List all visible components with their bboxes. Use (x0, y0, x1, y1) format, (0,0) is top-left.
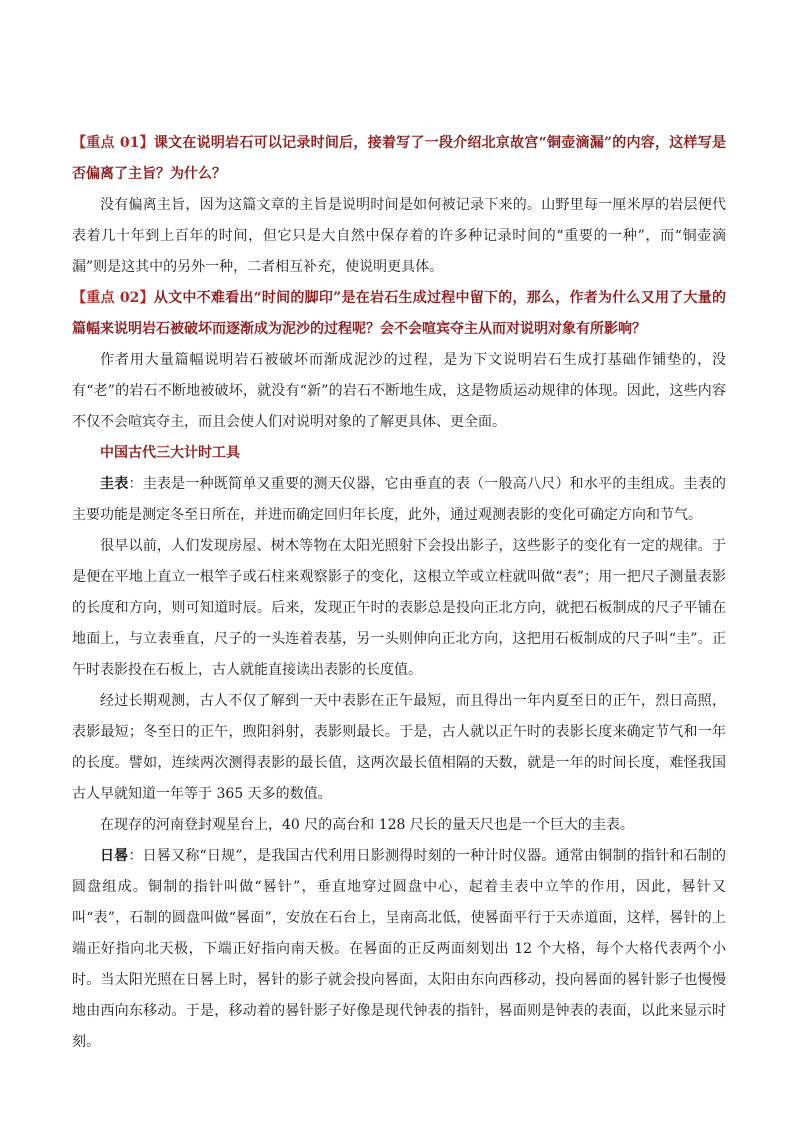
key-point-01-tag: 【重点 01】 (72, 135, 154, 151)
guibiao-paragraph-2: 很早以前，人们发现房屋、树木等物在太阳光照射下会投出影子，这些影子的变化有一定的规律。于是便在平地上直立一根竿子或石柱来观察影子的变化，这根立竿或立柱就叫做“表”；用一把尺子测量表影的长度和方向，则可知道时辰。后来，发现正午时的表影总是投向正北方向，就把石板制成的尺子平铺在地面上，与立表垂直，尺子的一头连着表基，另一头则伸向正北方向，这把用石板制成的尺子叫“圭”。正午时表影投在石板上，古人就能直接读出表影的长度值。 (72, 538, 726, 678)
guibiao-paragraph-1 (72, 469, 726, 531)
key-point-01-question (72, 128, 726, 190)
key-point-01-question-text: 课文在说明岩石可以记录时间后，接着写了一段介绍北京故宫“铜壶滴漏”的内容，这样写是否偏离了主旨？为什么？ (72, 135, 727, 182)
key-point-02-question (72, 283, 726, 345)
guibiao-paragraph-4: 在现存的河南登封观星台上，40 尺的高台和 128 尺长的量天尺也是一个巨大的圭表。 (100, 817, 634, 833)
key-point-02-question-text: 从文中不难看出“时间的脚印”是在岩石生成过程中留下的，那么，作者为什么又用了大量的篇幅来说明岩石被破坏而逐渐成为泥沙的过程呢？会不会喧宾夺主从而对说明对象有所影响？ (72, 290, 727, 337)
key-point-01-answer: 没有偏离主旨，因为这篇文章的主旨是说明时间是如何被记录下来的。山野里每一厘米厚的岩层便代表着几十年到上百年的时间，但它只是大自然中保存着的许多种记录时间的“重要的一种”，而“铜壶滴漏”则是这其中的另外一种，二者相互补充，使说明更具体。 (72, 197, 726, 275)
document-page (72, 128, 726, 1058)
section-heading: 中国古代三大计时工具 (100, 445, 240, 461)
rigui-paragraph-1 (72, 841, 726, 1058)
guibiao-p1-text: ：圭表是一种既简单又重要的测天仪器，它由垂直的表（一般高八尺）和水平的圭组成。圭表的主要功能是测定冬至日所在，并进而确定回归年长度，此外，通过观测表影的变化可确定方向和节气。 (72, 476, 727, 523)
key-point-02-answer: 作者用大量篇幅说明岩石被破坏而渐成泥沙的过程，是为下文说明岩石生成打基础作铺垫的，没有“老”的岩石不断地被破坏，就没有“新”的岩石不断地生成，这是物质运动规律的体现。因此，这些内容不仅不会喧宾夺主，而且会使人们对说明对象的了解更具体、更全面。 (72, 352, 726, 430)
key-point-02-tag: 【重点 02】 (72, 290, 154, 306)
guibiao-paragraph-3: 经过长期观测，古人不仅了解到一天中表影在正午最短，而且得出一年内夏至日的正午，烈日高照，表影最短；冬至日的正午，煦阳斜射，表影则最长。于是，古人就以正午时的表影长度来确定节气和一年的长度。譬如，连续两次测得表影的最长值，这两次最长值相隔的天数，就是一年的时间长度，难怪我国古人早就知道一年等于 365 天多的数值。 (72, 693, 726, 802)
guibiao-term: 圭表 (100, 476, 129, 492)
rigui-p1-text: ：日晷又称“日规”，是我国古代利用日影测得时刻的一种计时仪器。通常由铜制的指针和石制的圆盘组成。铜制的指针叫做“晷针”，垂直地穿过圆盘中心，起着圭表中立竿的作用，因此，晷针又叫“表”，石制的圆盘叫做“晷面”，安放在石台上，呈南高北低，使晷面平行于天赤道面，这样，晷针的上端正好指向北天极，下端正好指向南天极。在晷面的正反两面刻划出 12 个大格，每个大格代表两个小时。当太阳光照在日晷上时，晷针的影子就会投向晷面，太阳由东向西移动，投向晷面的晷针影子也慢慢地由西向东移动。于是，移动着的晷针影子好像是现代钟表的指针，晷面则是钟表的表面，以此来显示时刻。 (72, 848, 727, 1050)
rigui-term: 日晷 (100, 848, 129, 864)
